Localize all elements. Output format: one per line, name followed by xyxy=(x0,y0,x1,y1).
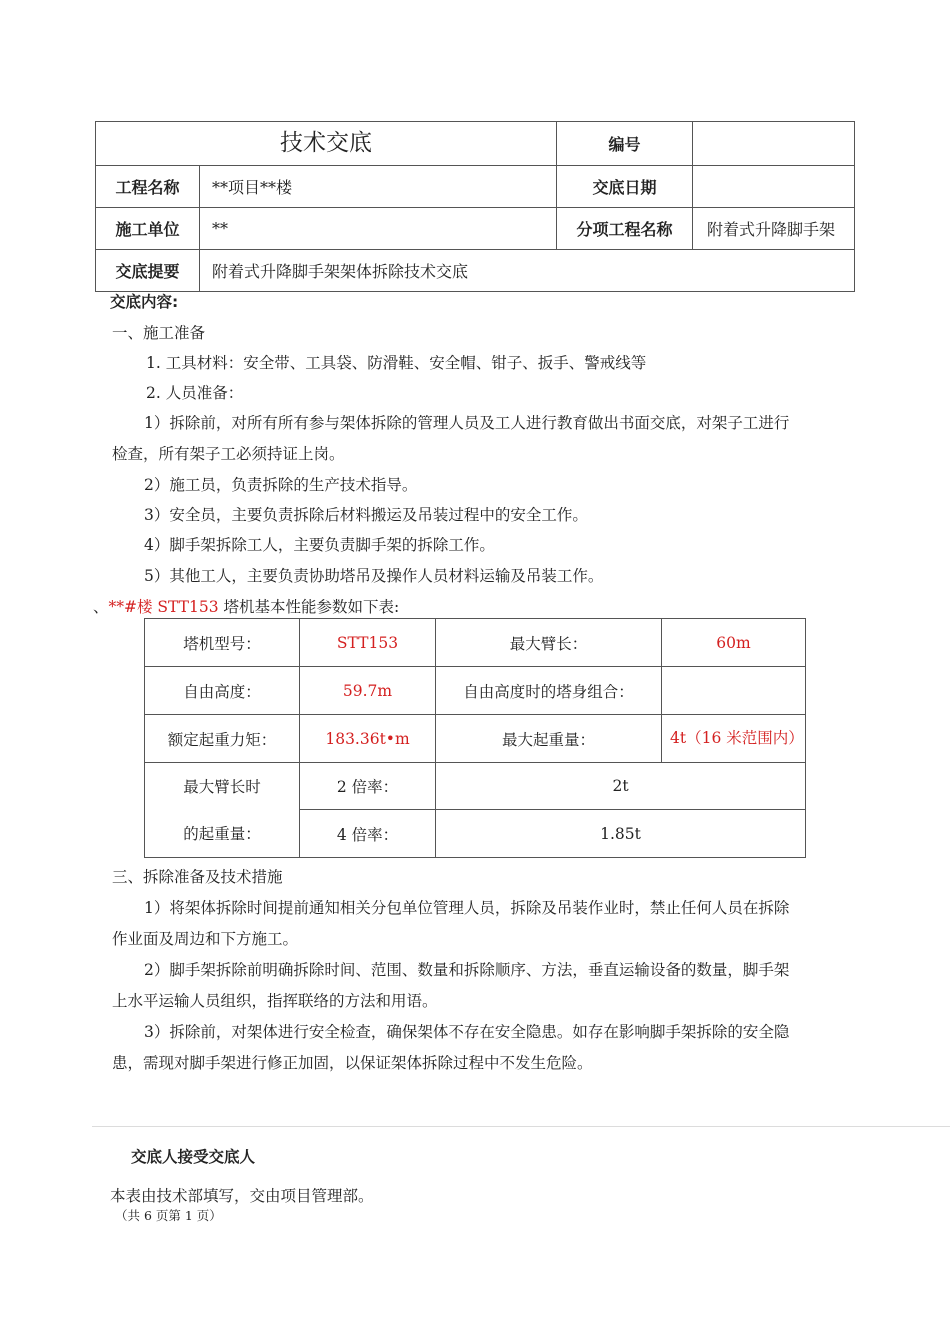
section-2-tower-id: **#楼 STT153 xyxy=(108,598,224,616)
tower-crane-spec-table xyxy=(144,618,806,858)
document-title: 技术交底 xyxy=(96,122,557,166)
rated-moment-label: 额定起重力矩： xyxy=(145,715,300,763)
model-value: STT153 xyxy=(300,619,436,667)
construction-unit-value: ** xyxy=(200,208,557,250)
arm-load-label-line-1: 最大臂长时 xyxy=(145,763,300,810)
free-height-label: 自由高度： xyxy=(145,667,300,715)
section-3-title: 三、拆除准备及技术措施 xyxy=(112,868,283,886)
free-height-combo-value xyxy=(662,667,806,715)
rate-4-value: 1.85t xyxy=(436,810,806,858)
number-value xyxy=(693,122,855,166)
rate-4-label: 4 倍率： xyxy=(300,810,436,858)
construction-unit-label: 施工单位 xyxy=(96,208,200,250)
rated-moment-value: 183.36t•m xyxy=(300,715,436,763)
measure-2-line-2: 上水平运输人员组织，指挥联络的方法和用语。 xyxy=(112,992,438,1010)
free-height-combo-label: 自由高度时的塔身组合： xyxy=(436,667,662,715)
header-table xyxy=(95,121,855,292)
free-height-value: 59.7m xyxy=(300,667,436,715)
max-arm-label: 最大臂长： xyxy=(436,619,662,667)
rate-2-value: 2t xyxy=(436,763,806,810)
rate-2-label: 2 倍率： xyxy=(300,763,436,810)
summary-label: 交底提要 xyxy=(96,250,200,292)
personnel-para-4: 4）脚手架拆除工人，主要负责脚手架的拆除工作。 xyxy=(144,536,495,554)
footer-divider xyxy=(92,1126,950,1127)
form-note: 本表由技术部填写，交由项目管理部。 xyxy=(110,1187,374,1205)
max-arm-value: 60m xyxy=(662,619,806,667)
arm-load-label-line-2: 的起重量： xyxy=(145,810,300,858)
section-2-text: 塔机基本性能参数如下表: xyxy=(223,598,400,616)
model-label: 塔机型号： xyxy=(145,619,300,667)
page-indicator: （共 6 页第 1 页） xyxy=(115,1208,222,1223)
max-load-label: 最大起重量： xyxy=(436,715,662,763)
personnel-item: 2. 人员准备： xyxy=(146,384,244,402)
measure-1-line-2: 作业面及周边和下方施工。 xyxy=(112,930,299,948)
sub-project-value: 附着式升降脚手架 xyxy=(693,208,855,250)
project-name-value: **项目**楼 xyxy=(200,166,557,208)
measure-1-line-1: 1）将架体拆除时间提前通知相关分包单位管理人员，拆除及吊装作业时，禁止任何人员在拆除 xyxy=(144,899,790,917)
sub-project-label: 分项工程名称 xyxy=(557,208,693,250)
personnel-para-2: 2）施工员，负责拆除的生产技术指导。 xyxy=(144,476,418,494)
section-1-title: 一、施工准备 xyxy=(112,324,206,342)
handover-date-label: 交底日期 xyxy=(557,166,693,208)
handover-date-value xyxy=(693,166,855,208)
measure-2-line-1: 2）脚手架拆除前明确拆除时间、范围、数量和拆除顺序、方法，垂直运输设备的数量，脚手架 xyxy=(144,961,790,979)
content-heading: 交底内容: xyxy=(110,293,179,311)
project-name-label: 工程名称 xyxy=(96,166,200,208)
measure-3-line-1: 3）拆除前，对架体进行安全检查，确保架体不存在安全隐患。如存在影响脚手架拆除的安全隐 xyxy=(144,1023,790,1041)
section-2-prefix: 、 xyxy=(93,598,109,616)
measure-3-line-2: 患，需现对脚手架进行修正加固，以保证架体拆除过程中不发生危险。 xyxy=(112,1054,593,1072)
personnel-para-1-line-2: 检查，所有架子工必须持证上岗。 xyxy=(112,445,345,463)
max-load-value: 4t（16 米范围内） xyxy=(662,715,806,763)
personnel-para-1-line-1: 1）拆除前，对所有所有参与架体拆除的管理人员及工人进行教育做出书面交底，对架子工进行 xyxy=(144,414,790,432)
number-label: 编号 xyxy=(557,122,693,166)
tools-materials-item: 1. 工具材料：安全带、工具袋、防滑鞋、安全帽、钳子、扳手、警戒线等 xyxy=(146,354,647,372)
personnel-para-3: 3）安全员，主要负责拆除后材料搬运及吊装过程中的安全工作。 xyxy=(144,506,588,524)
summary-value: 附着式升降脚手架架体拆除技术交底 xyxy=(200,250,855,292)
signers-line: 交底人接受交底人 xyxy=(131,1148,256,1166)
personnel-para-5: 5）其他工人，主要负责协助塔吊及操作人员材料运输及吊装工作。 xyxy=(144,567,604,585)
